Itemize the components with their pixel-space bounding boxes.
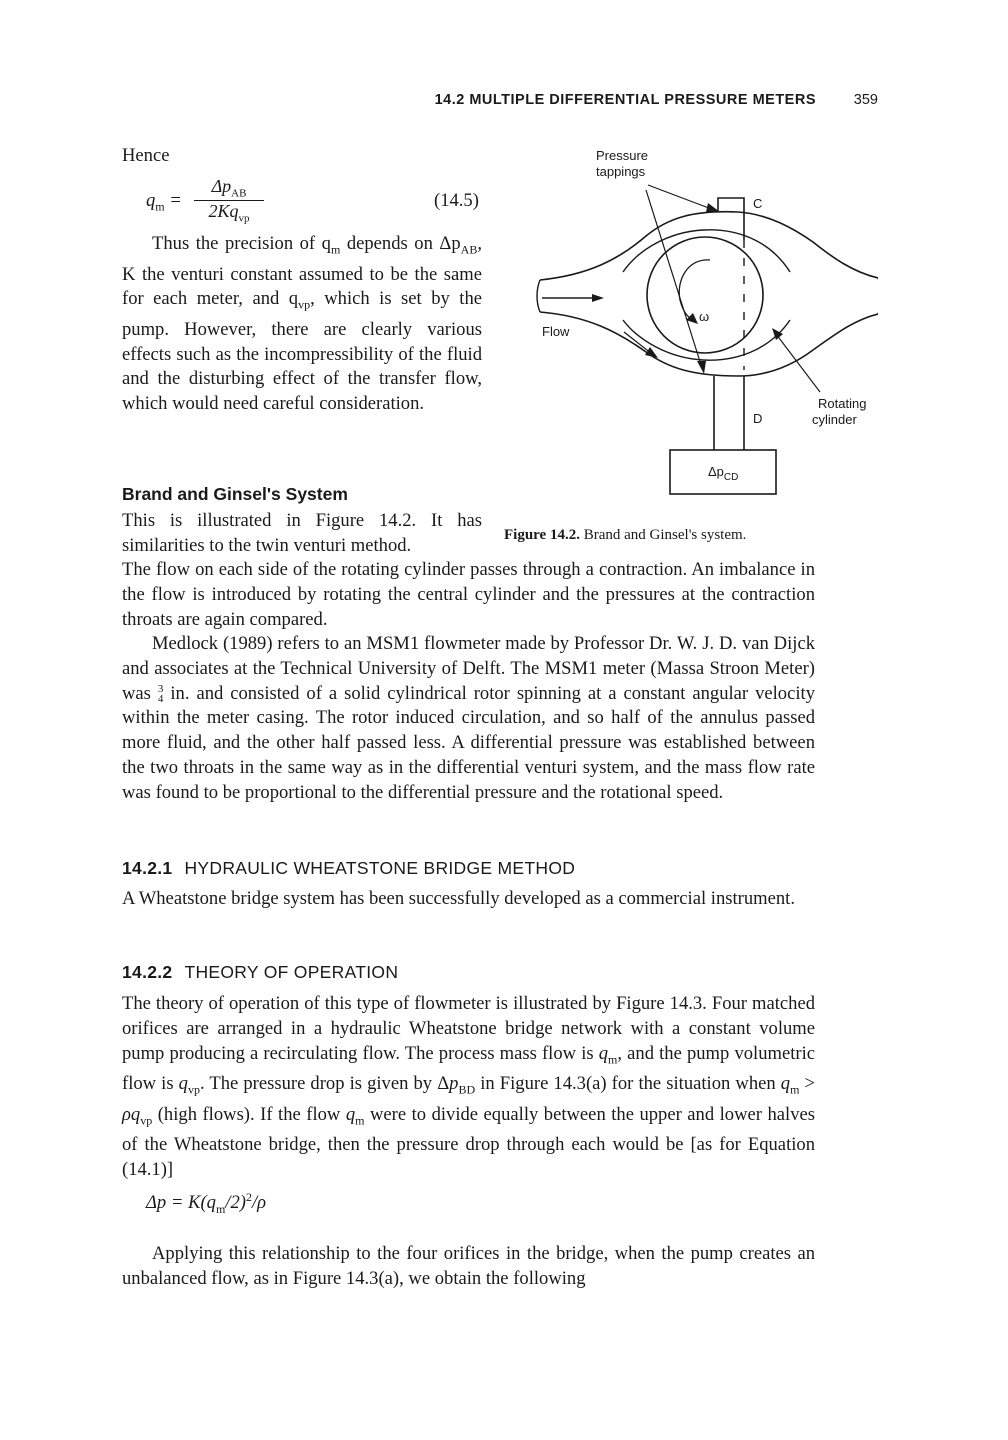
equation-14-5: $q_m$ = $\Delta p_{AB}$ $2Kq_{vp}$ (14.5) — [146, 176, 479, 225]
page-number: 359 — [853, 92, 878, 108]
brand-para1-narrow: This is illustrated in Figure 14.2. It has similarities to the twin venturi method. — [122, 510, 482, 556]
equation-number: (14.5) — [434, 190, 479, 211]
intro-paragraph: Thus the precision of $q_m$ depends on $\Delta p_{AB}$, K the venturi constant assumed to be the same for each meter, and $q_{vp}$, which is set by the pump. However, there are clearly various effects such as the incompressibility of the fluid and the disturbing effect of the transfer flow, which would need careful consideration. — [122, 233, 482, 415]
casing-upper-outline — [540, 212, 878, 280]
final-paragraph: Applying this relationship to the four orifices in the bridge, when the pump creates an unbalanced flow, as in Figure 14.3(a), we obtain the following — [122, 1243, 815, 1289]
section-14-2-2-heading — [122, 962, 398, 983]
label-omega: ω — [699, 309, 710, 324]
eq-numerator-sub: AB — [231, 187, 247, 200]
tapping-d-tube — [714, 376, 744, 450]
tapping-leader-2 — [646, 190, 702, 368]
equation-delta-p: $\Delta p = K(q_m/2)^2/\rho$ — [146, 1190, 267, 1216]
running-head-title: 14.2 MULTIPLE DIFFERENTIAL PRESSURE METERS — [434, 92, 816, 108]
figure-14-2 — [528, 140, 878, 505]
tapping-arrowhead-2 — [697, 361, 706, 374]
eq-denominator-sub: vp — [238, 212, 250, 225]
section-14-2-2-text: The theory of operation of this type of flowmeter is illustrated by Figure 14.3. Four matched orifices are arranged in a hydraulic Wheatstone bridge network with a constant volume pump producing a recirculating flow. The process mass flow is $q_m$, and the pump volumetric flow is $q_{vp}$. The pressure drop is given by $\Delta p_{BD}$ in Figure 14.3(a) for the situation when $q_m > \rho q_{vp}$ (high flows). If the flow $q_m$ were to divide equally between the upper and lower halves of the Wheatstone bridge, then the pressure drop through each would be [as for Equation (14.1)] — [122, 993, 815, 1180]
label-pressure-1: Pressure — [596, 148, 649, 163]
label-delta-p — [708, 464, 738, 483]
running-head — [120, 92, 878, 114]
annulus-upper — [623, 230, 790, 272]
label-pressure-2: tappings — [596, 164, 646, 179]
lower-flow-arrowhead — [645, 347, 658, 358]
brand-para1-full: The flow on each side of the rotating cylinder passes through a contraction. An imbalance in the flow is introduced by rotating the central cylinder and the pressures at the contraction throats are again compared. — [122, 559, 815, 630]
section-14-2-2-title: THEORY OF OPERATION — [184, 962, 399, 982]
rotating-cylinder — [647, 237, 763, 353]
eq-denominator: 2Kq — [208, 200, 239, 221]
caption-label: Figure 14.2. — [504, 527, 580, 543]
section-14-2-1-heading — [122, 858, 575, 879]
section-14-2-1-title: HYDRAULIC WHEATSTONE BRIDGE METHOD — [184, 858, 576, 878]
section-14-2-1-number: 14.2.1 — [122, 858, 173, 878]
label-rotating-1: Rotating — [818, 396, 867, 411]
label-delta-p-main: Δp — [708, 464, 724, 479]
flow-arrowhead — [592, 294, 604, 302]
label-delta-p-sub: CD — [723, 472, 739, 483]
brand-heading: Brand and Ginsel's System — [122, 484, 348, 504]
eq-lhs: q — [146, 190, 156, 211]
caption-text: Brand and Ginsel's system. — [579, 527, 747, 543]
tapping-leader-1 — [648, 185, 714, 210]
section-14-2-2-number: 14.2.2 — [122, 962, 173, 982]
hence-text: Hence — [122, 145, 170, 166]
figure-caption — [504, 527, 746, 544]
label-c: C — [753, 196, 763, 211]
label-d: D — [753, 411, 763, 426]
figure-diagram — [528, 140, 878, 505]
label-rotating-2: cylinder — [812, 412, 857, 427]
cylinder-leader — [776, 334, 820, 392]
inlet-cap — [537, 280, 540, 312]
eq-lhs-sub: m — [155, 199, 165, 214]
label-flow: Flow — [542, 324, 570, 339]
section-14-2-1-text: A Wheatstone bridge system has been successfully developed as a commercial instrument. — [122, 888, 795, 909]
eq-numerator: Δp — [211, 176, 232, 196]
brand-para2: Medlock (1989) refers to an MSM1 flowmeter made by Professor Dr. W. J. D. van Dijck and associates at the Technical University of Delft. The MSM1 meter (Massa Stroon Meter) was 3 4 in. and consisted of a solid cylindrical rotor spinning at a constant angular velocity within the meter casing. The rotor induced circulation, and so half of the annulus passed more fluid, and the other half passed less. A differential pressure was established between the two throats in the same way as in the differential venturi system, and the mass flow rate was found to be proportional to the differential pressure and the rotational speed. — [122, 633, 815, 803]
